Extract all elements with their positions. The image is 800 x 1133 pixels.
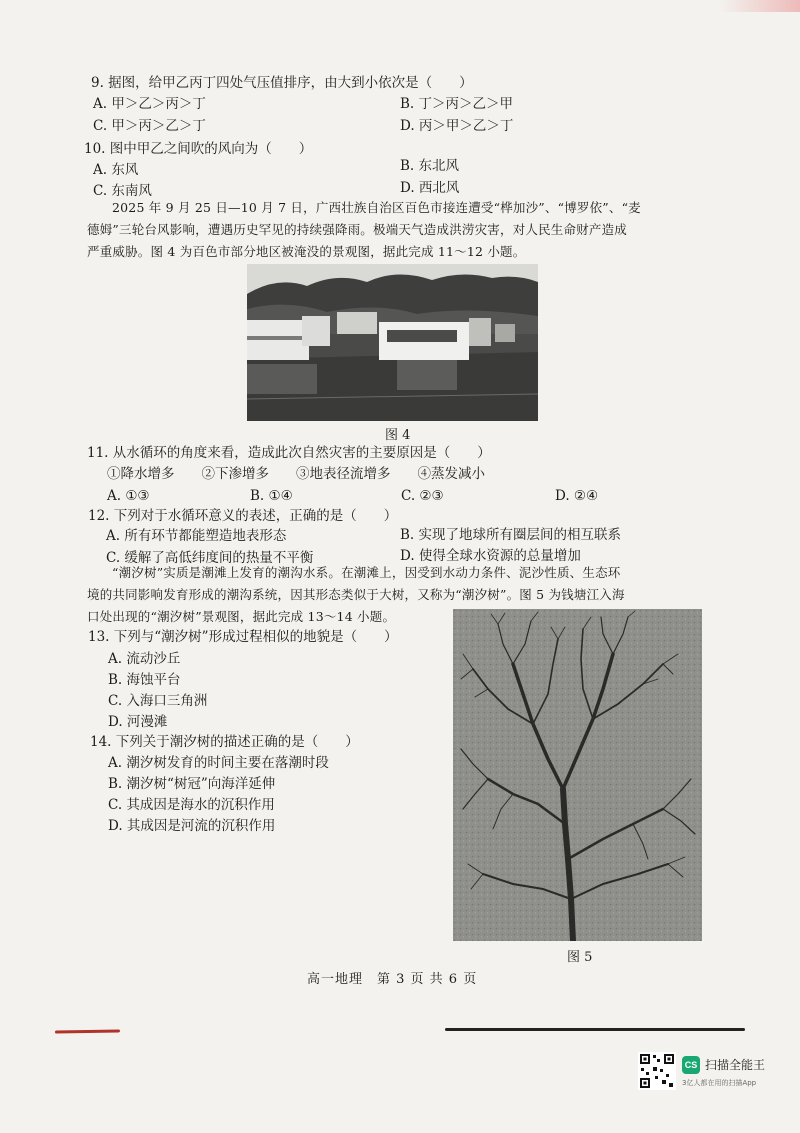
figure-4-flood-photo <box>247 264 538 421</box>
q9-option-a: A. 甲＞乙＞丙＞丁 <box>93 96 206 112</box>
q14-option-a: A. 潮汐树发育的时间主要在落潮时段 <box>108 755 329 771</box>
scan-edge-dark-line <box>445 1028 745 1031</box>
q11-option-b: B. ①④ <box>250 488 293 504</box>
q12-option-c: C. 缓解了高低纬度间的热量不平衡 <box>106 550 314 566</box>
q10-stem: 10. 图中甲乙之间吹的风向为（ ） <box>84 141 313 157</box>
passage1-line3: 严重威胁。图 4 为百色市部分地区被淹没的景观图，据此完成 11～12 小题。 <box>87 244 526 259</box>
q10-option-c: C. 东南风 <box>93 183 152 199</box>
q14-option-c: C. 其成因是海水的沉积作用 <box>108 797 275 813</box>
camscanner-logo-icon: CS <box>682 1056 700 1074</box>
q11-option-c: C. ②③ <box>401 488 444 504</box>
q14-option-d: D. 其成因是河流的沉积作用 <box>108 818 276 834</box>
q11-items: ①降水增多 ②下渗增多 ③地表径流增多 ④蒸发减小 <box>107 466 485 482</box>
passage2-line2: 境的共同影响发育形成的潮沟系统，因其形态类似于大树，又称为“潮汐树”。图 5 为钱塘江入海 <box>87 587 625 602</box>
q14-option-b: B. 潮汐树“树冠”向海洋延伸 <box>108 776 276 792</box>
q12-option-b: B. 实现了地球所有圈层间的相互联系 <box>400 527 622 543</box>
q10-option-a: A. 东风 <box>93 162 139 178</box>
q12-stem: 12. 下列对于水循环意义的表述，正确的是（ ） <box>88 508 398 524</box>
page-footer: 高一地理 第 3 页 共 6 页 <box>307 972 478 987</box>
q14-stem: 14. 下列关于潮汐树的描述正确的是（ ） <box>90 734 359 750</box>
passage1-line2: 德姆”三轮台风影响，遭遇历史罕见的持续强降雨。极端天气造成洪涝灾害，对人民生命财产造成 <box>87 222 627 237</box>
q13-option-c: C. 入海口三角洲 <box>108 693 208 709</box>
camscanner-tagline: 3亿人都在用的扫描App <box>682 1079 757 1087</box>
q10-option-d: D. 西北风 <box>400 180 460 196</box>
passage2-line1: “潮汐树”实质是潮滩上发育的潮沟水系。在潮滩上，因受到水动力条件、泥沙性质、生态环 <box>112 565 621 580</box>
q10-option-b: B. 东北风 <box>400 158 460 174</box>
q12-option-a: A. 所有环节都能塑造地表形态 <box>106 528 287 544</box>
q13-option-d: D. 河漫滩 <box>108 714 168 730</box>
camscanner-name: 扫描全能王 <box>705 1058 766 1072</box>
q9-stem: 9. 据图，给甲乙丙丁四处气压值排序，由大到小依次是（ ） <box>91 75 473 91</box>
q13-option-a: A. 流动沙丘 <box>108 651 181 667</box>
q12-option-d: D. 使得全球水资源的总量增加 <box>400 548 581 564</box>
q11-stem: 11. 从水循环的角度来看，造成此次自然灾害的主要原因是（ ） <box>87 445 491 461</box>
figure-5-caption: 图 5 <box>567 950 593 965</box>
q13-stem: 13. 下列与“潮汐树”形成过程相似的地貌是（ ） <box>88 629 398 645</box>
scan-edge-red-line <box>55 1029 120 1033</box>
figure-5-tidal-tree-photo <box>453 609 702 941</box>
q9-option-d: D. 丙＞甲＞乙＞丁 <box>400 118 514 134</box>
scan-edge-mark <box>720 0 800 12</box>
passage1-line1: 2025 年 9 月 25 日—10 月 7 日，广西壮族自治区百色市接连遭受“桦加沙”、“博罗依”、“麦 <box>112 200 641 215</box>
q11-option-d: D. ②④ <box>555 488 599 504</box>
q9-option-b: B. 丁＞丙＞乙＞甲 <box>400 96 514 112</box>
q13-option-b: B. 海蚀平台 <box>108 672 181 688</box>
figure-4-caption: 图 4 <box>385 428 411 443</box>
q9-option-c: C. 甲＞丙＞乙＞丁 <box>93 118 206 134</box>
qr-code-icon <box>638 1052 676 1090</box>
passage2-line3: 口处出现的“潮汐树”景观图，据此完成 13～14 小题。 <box>87 609 396 624</box>
q11-option-a: A. ①③ <box>107 488 150 504</box>
